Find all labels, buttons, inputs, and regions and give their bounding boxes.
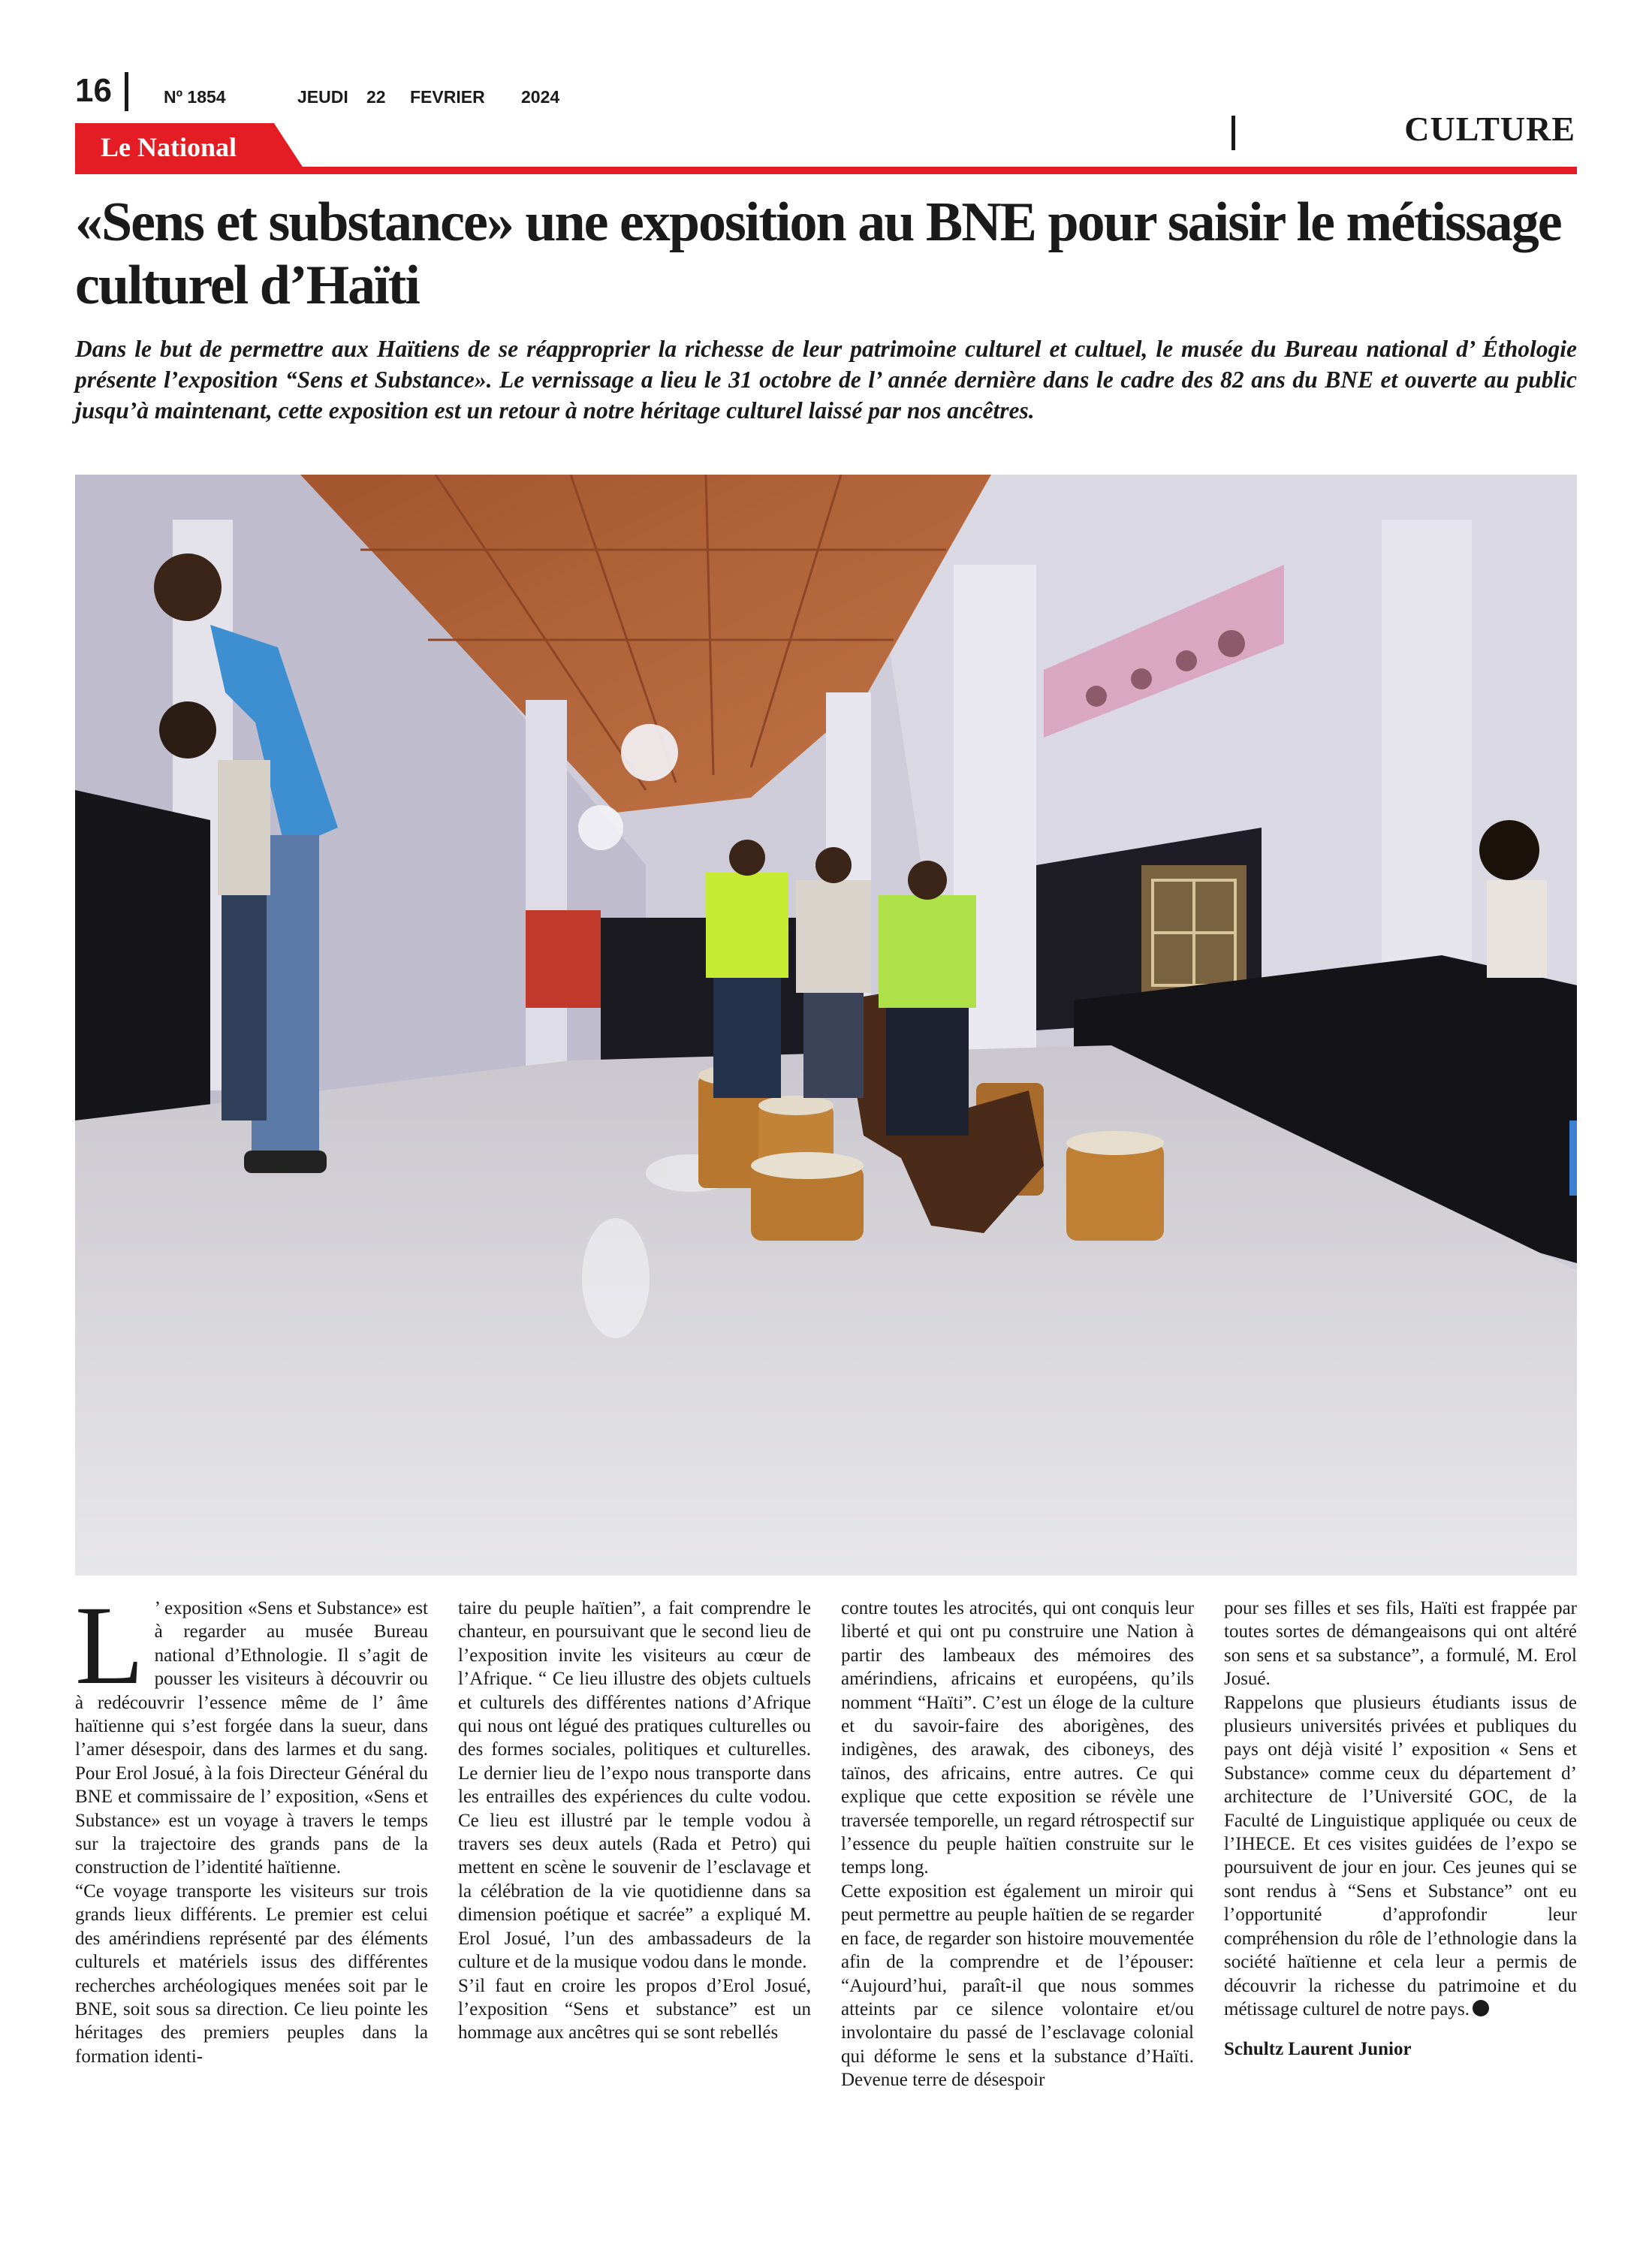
date-year: 2024 — [521, 87, 560, 107]
article-column-4 — [1224, 1597, 1577, 2061]
end-of-article-icon — [1473, 2000, 1489, 2016]
article-headline: «Sens et substance» une exposition au BNE pour saisir le métissage culturel d’Haïti — [75, 192, 1561, 316]
section-divider — [1231, 116, 1235, 150]
page-number-divider — [125, 72, 128, 111]
exhibition-photo — [75, 475, 1577, 1576]
author-byline: Schultz Laurent Junior — [1224, 2039, 1412, 2060]
issue-number: Nº 1854 — [164, 87, 226, 107]
section-label: CULTURE — [1404, 110, 1575, 148]
paragraph: contre toutes les atrocités, qui ont conquis leur liberté et qui ont pu construire une Nation à partir des lambeaux des mémoires des amérindiens, africains et européens, qu’ils nomment “Haïti”. C’est un éloge de la culture et du savoir-faire des aborigènes, des indigènes, des arawak, des ciboneys, des taïnos, des africains, entre autres. Ce qui explique que cette exposition se révèle une traversée temporelle, un regard rétrospectif sur l’essence du peuple haïtien construite sur le temps long. — [841, 1598, 1194, 1878]
article-column-3 — [841, 1597, 1194, 2092]
date-day: JEUDI — [297, 87, 348, 107]
paragraph: pour ses filles et ses fils, Haïti est frappée par toutes sortes de démangeaisons qui ont altéré son sens et sa substance”, a formulé, M. Erol Josué. — [1224, 1598, 1577, 1690]
paragraph: ’ exposition «Sens et Substance» est à regarder au musée Bureau national d’Ethnologie. Il s’agit de pousser les visiteurs à découvrir ou à redécouvrir l’essence même de l’ âme haïtienne qui s’est forgée dans la sueur, dans l’amer désespoir, dans des larmes et du sang. Pour Erol Josué, à la fois Directeur Général du BNE et commissaire de l’ exposition, «Sens et Substance» est un voyage à travers le temps sur la trajectoire des grands pans de la construction de l’identité haïtienne. — [75, 1598, 428, 1878]
paragraph: taire du peuple haïtien”, a fait comprendre le chanteur, en poursuivant que le second lieu de l’exposition invite les visiteurs au cœur de l’Afrique. “ Ce lieu illustre des objets cultuels et culturels des différentes nations d’Afrique qui nous ont légué des pratiques culturelles ou des formes sociales, politiques et culturelles. Le dernier lieu de l’expo nous transporte dans les entrailles des expériences du culte vodou. Ce lieu est illustré par le temple vodou à travers ses deux autels (Rada et Petro) qui mettent en scène le souvenir de l’esclavage et la célébration de la vie quotidienne dans sa dimension poétique et sacrée” a expliqué M. Erol Josué, l’un des ambassadeurs de la culture et de la musique vodou dans le monde. — [458, 1598, 811, 1973]
article-column-2 — [458, 1597, 811, 2045]
date-number: 22 — [366, 87, 386, 107]
paragraph: S’il faut en croire les propos d’Erol Josué, l’exposition “Sens et substance” est un hommage aux ancêtres qui se sont rebellés — [458, 1975, 811, 2043]
article-lead: Dans le but de permettre aux Haïtiens de se réapproprier la richesse de leur patrimoine culturel et cultuel, le musée du Bureau national d’ Éthologie présente l’exposition “Sens et Substance». Le vernissage a lieu le 31 octobre de l’ année dernière dans le cadre des 82 ans du BNE et ouverte au public jusqu’à maintenant, cette exposition est un retour à notre héritage culturel laissé par nos ancêtres. — [75, 336, 1577, 424]
drop-cap: L — [75, 1583, 144, 1708]
paragraph: Cette exposition est également un miroir qui peut permettre au peuple haïtien de se regarder en face, de regarder son histoire mouvementée afin de la comprendre et de l’épouser: “Aujourd’hui, paraît-il que nous sommes atteints par ce silence volontaire et/ou involontaire du passé de l’esclavage colonial qui déforme le sens et la substance d’Haïti. Devenue terre de désespoir — [841, 1881, 1194, 2091]
header-rule — [75, 167, 1577, 174]
brand-logo-text: Le National — [101, 132, 237, 162]
paragraph: Rappelons que plusieurs étudiants issus de plusieurs universités privées et publiques du pays ont déjà visité l’ exposition « Sens et Substance» comme ceux du département d’ architecture de l’Université GOC, de la Faculté de Linguistique appliquée ou ceux de l’IHECE. Et ces visites guidées de l’expo se poursuivent de jour en jour. Ces jeunes qui se sont rendus à “Sens et Substance” ont eu l’opportunité d’approfondir leur compréhension du rôle de l’ethnologie dans la société haïtienne et cela leur a permis de découvrir la richesse du patrimoine et du métissage culturel de notre pays. — [1224, 1692, 1577, 2019]
date-month: FEVRIER — [410, 87, 485, 107]
article-column-1 — [75, 1583, 428, 2068]
paragraph: “Ce voyage transporte les visiteurs sur trois grands lieux différents. Le premier est celui des amérindiens représenté par des éléments culturels et matériels issus des différentes recherches archéologiques menées soit par le BNE, soit sous sa direction. Ce lieu pointe les héritages des premiers peuples dans la formation identi- — [75, 1881, 428, 2067]
page-number: 16 — [75, 72, 112, 109]
